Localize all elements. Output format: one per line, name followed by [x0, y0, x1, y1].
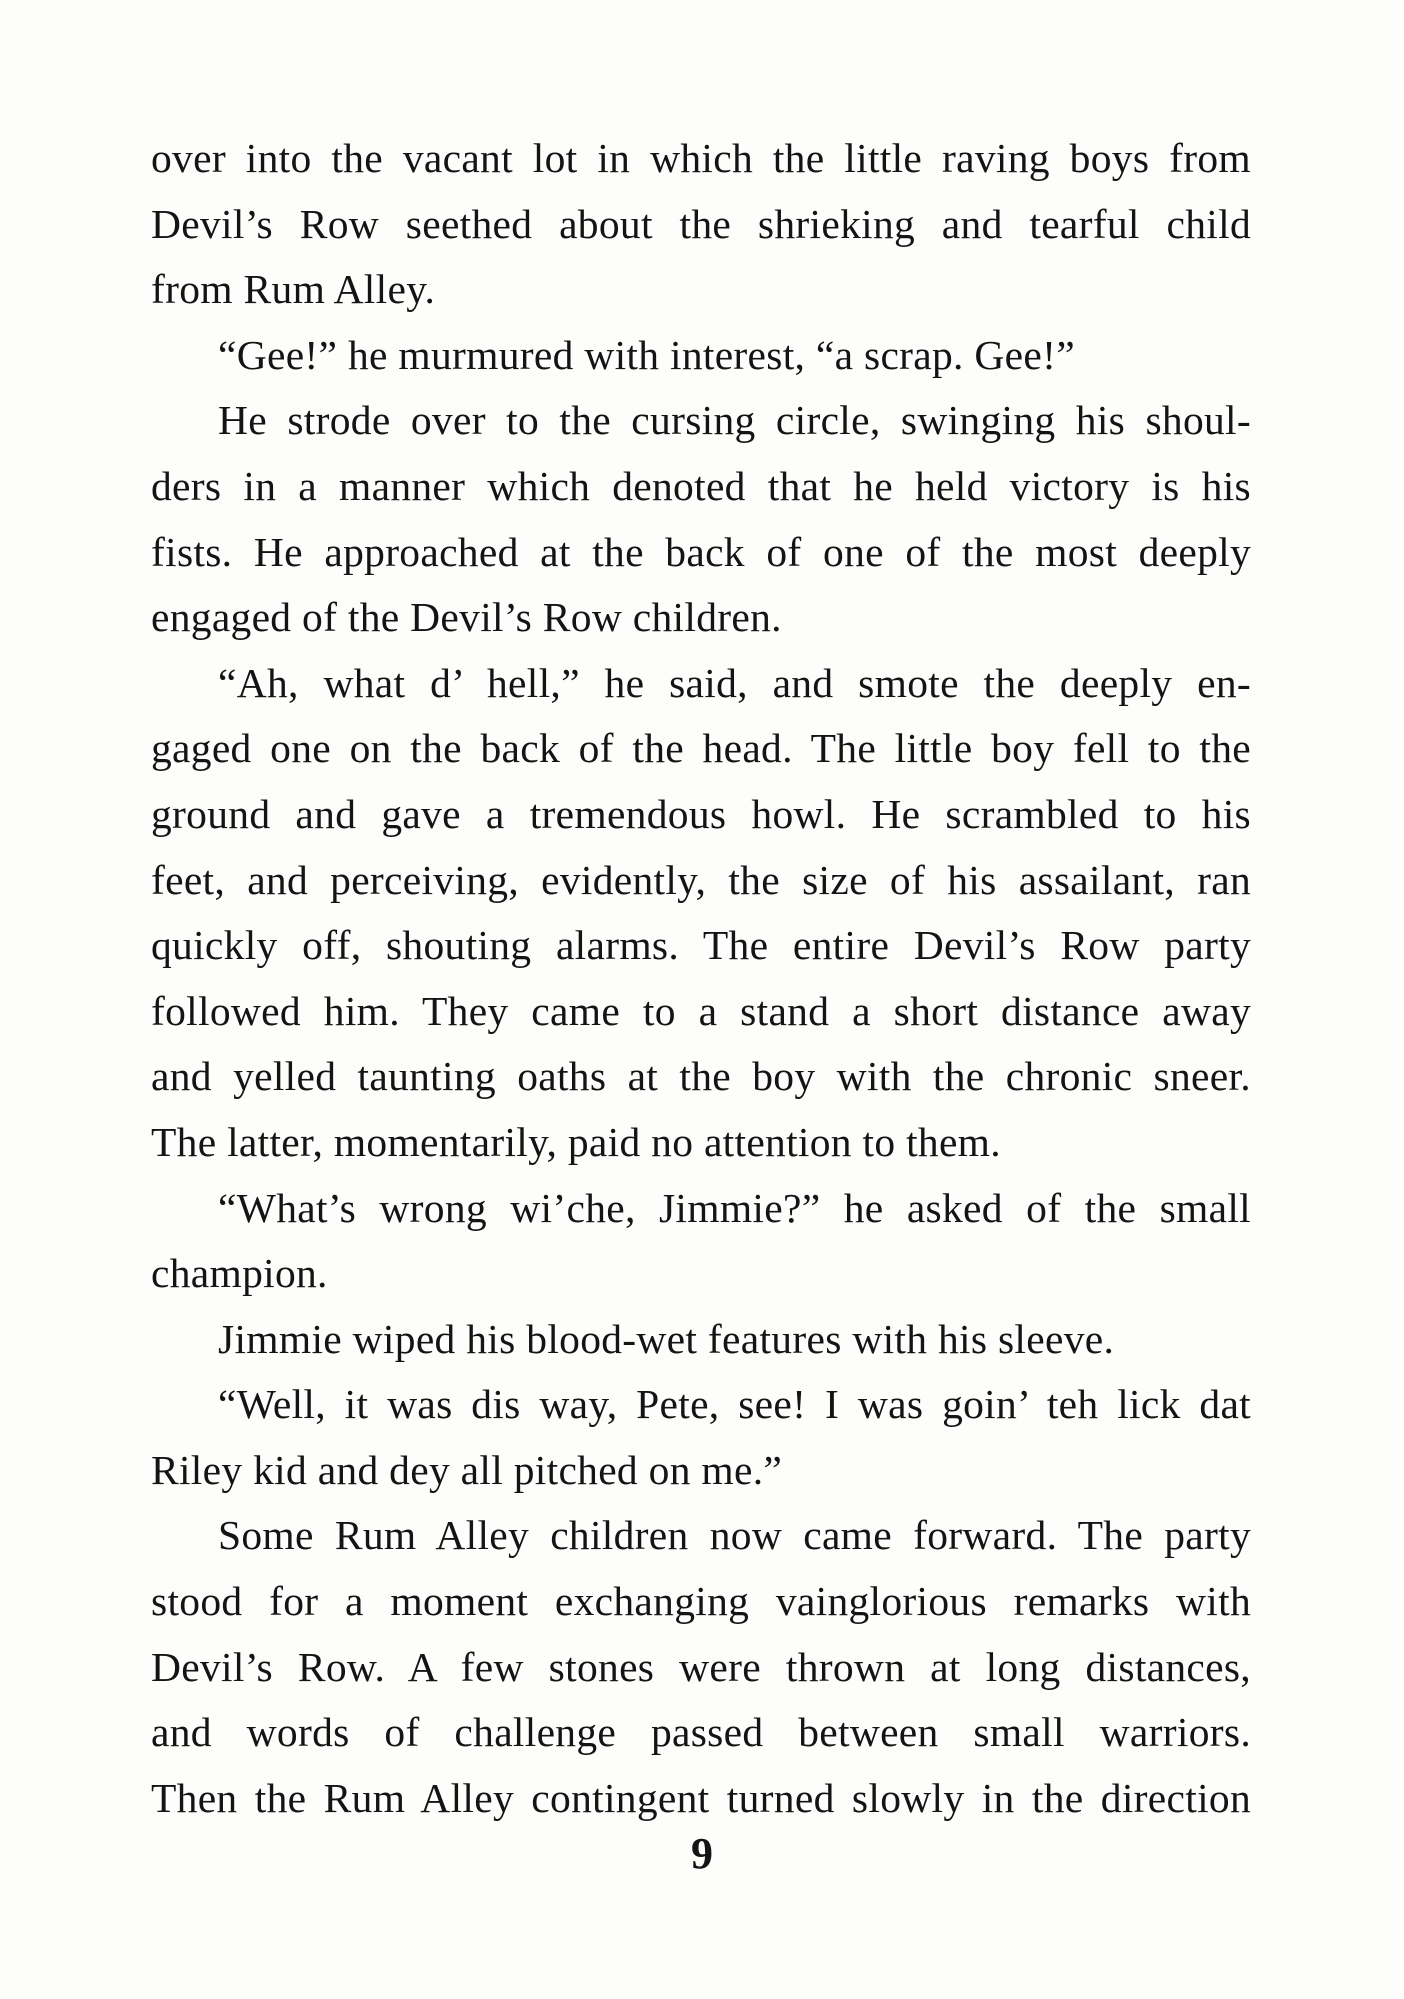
- text-line: Devil’s Row seethed about the shrieking and tearful child: [151, 200, 1251, 247]
- text-line: stood for a moment exchanging vainglorious remarks with: [151, 1578, 1251, 1625]
- text-line: engaged of the Devil’s Row children.: [151, 594, 782, 641]
- body-text: [151, 126, 1251, 1831]
- text-line: Devil’s Row. A few stones were thrown at long distances,: [151, 1643, 1251, 1690]
- text-line: over into the vacant lot in which the little raving boys from: [151, 135, 1251, 181]
- text-line: He strode over to the cursing circle, swinging his shoul-: [218, 397, 1251, 444]
- text-line: “Ah, what d’ hell,” he said, and smote the deeply en-: [218, 659, 1251, 706]
- text-line: ground and gave a tremendous howl. He scrambled to his: [151, 790, 1251, 837]
- text-line: “Well, it was dis way, Pete, see! I was goin’ teh lick dat: [218, 1381, 1251, 1428]
- text-line: Riley kid and dey all pitched on me.”: [151, 1446, 783, 1493]
- text-line: and yelled taunting oaths at the boy with the chronic sneer.: [151, 1053, 1251, 1100]
- page-number: 9: [691, 1829, 713, 1878]
- text-line: Then the Rum Alley contingent turned slowly in the direction: [151, 1774, 1251, 1821]
- text-line: ders in a manner which denoted that he held victory is his: [151, 462, 1251, 509]
- text-line: Some Rum Alley children now came forward. The party: [218, 1512, 1251, 1559]
- text-line: followed him. They came to a stand a short distance away: [151, 987, 1251, 1034]
- text-line: Jimmie wiped his blood-wet features with his sleeve.: [218, 1315, 1115, 1362]
- text-line: quickly off, shouting alarms. The entire Devil’s Row party: [151, 922, 1251, 969]
- text-line: fists. He approached at the back of one of the most deeply: [151, 528, 1251, 575]
- text-line: feet, and perceiving, evidently, the size of his assailant, ran: [151, 856, 1251, 903]
- text-line: from Rum Alley.: [151, 266, 436, 313]
- text-line: The latter, momentarily, paid no attention to them.: [151, 1118, 1001, 1165]
- text-line: and words of challenge passed between small warriors.: [151, 1709, 1251, 1756]
- text-line: gaged one on the back of the head. The little boy fell to the: [151, 725, 1251, 772]
- text-line: “What’s wrong wi’che, Jimmie?” he asked of the small: [218, 1184, 1251, 1231]
- text-line: “Gee!” he murmured with interest, “a scrap. Gee!”: [218, 331, 1075, 378]
- text-line: champion.: [151, 1250, 328, 1297]
